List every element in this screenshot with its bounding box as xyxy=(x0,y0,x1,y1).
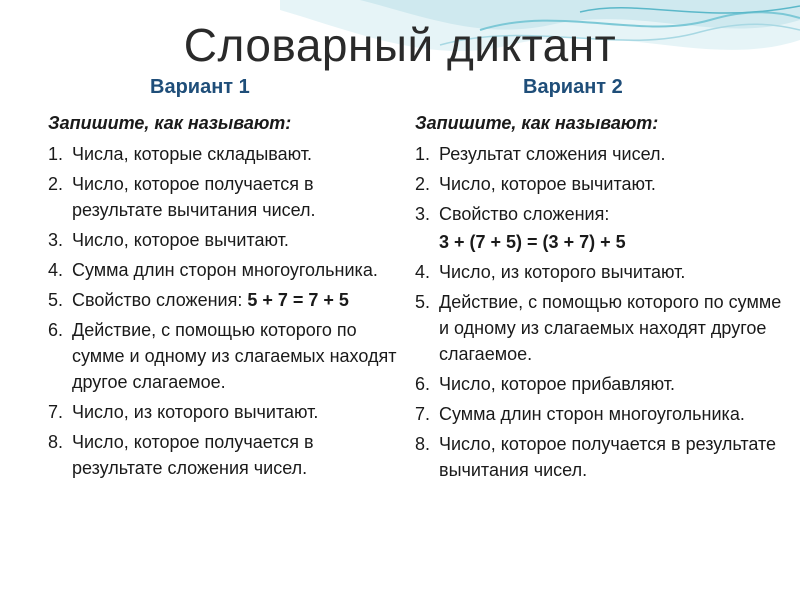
list-item xyxy=(48,171,398,223)
item-number: 6. xyxy=(48,320,64,340)
item-text: Свойство сложения: xyxy=(72,290,248,310)
item-text: Результат сложения чисел. xyxy=(439,144,666,164)
item-number: 7. xyxy=(415,404,431,424)
item-number: 6. xyxy=(415,374,431,394)
item-number: 4. xyxy=(415,262,431,282)
variant-1-heading: Вариант 1 xyxy=(150,76,250,98)
list-item xyxy=(415,371,785,397)
item-number: 3. xyxy=(415,204,431,224)
list-item xyxy=(48,141,398,167)
item-text: Число, которое получается в результате вычитания чисел. xyxy=(72,174,316,220)
list-item xyxy=(415,171,785,197)
item-text: Сумма длин сторон многоугольника. xyxy=(72,260,378,280)
item-text: Сумма длин сторон многоугольника. xyxy=(439,404,745,424)
list-item xyxy=(48,287,398,313)
item-number: 1. xyxy=(48,144,64,164)
list-item xyxy=(48,227,398,253)
list-item xyxy=(415,431,785,483)
list-item xyxy=(415,401,785,427)
variant-2-heading: Вариант 2 xyxy=(523,76,623,98)
item-text: Число, которое прибавляют. xyxy=(439,374,676,394)
item-text: Числа, которые складывают. xyxy=(72,144,313,164)
item-text: Действие, с помощью которого по сумме и одному из слагаемых находят другое слагаемое. xyxy=(72,320,397,392)
list-item xyxy=(48,429,398,481)
item-number: 2. xyxy=(48,174,64,194)
item-number: 2. xyxy=(415,174,431,194)
item-text: Число, из которого вычитают. xyxy=(72,402,319,422)
variant-1-column xyxy=(48,110,398,485)
item-number: 5. xyxy=(48,290,64,310)
variant-1-instruction: Запишите, как называют: xyxy=(48,113,292,133)
item-text: Число, которое вычитают. xyxy=(439,174,656,194)
list-item xyxy=(415,141,785,167)
item-text: Число, которое получается в результате вычитания чисел. xyxy=(439,434,777,480)
item-text: Число, из которого вычитают. xyxy=(439,262,686,282)
list-item xyxy=(415,289,785,367)
list-item xyxy=(48,317,398,395)
item-text: Действие, с помощью которого по сумме и одному из слагаемых находят другое слагаемое. xyxy=(439,292,782,364)
list-item xyxy=(415,201,785,227)
list-item xyxy=(48,399,398,425)
variant-2-column xyxy=(415,110,785,487)
item-text: Свойство сложения: xyxy=(439,204,610,224)
item-number: 1. xyxy=(415,144,431,164)
item-text: Число, которое получается в результате сложения чисел. xyxy=(72,432,314,478)
item-number: 8. xyxy=(415,434,431,454)
item-number: 4. xyxy=(48,260,64,280)
item-text: Число, которое вычитают. xyxy=(72,230,289,250)
item-formula: 3 + (7 + 5) = (3 + 7) + 5 xyxy=(439,232,626,252)
page-title: Словарный диктант xyxy=(183,19,617,71)
list-item xyxy=(415,259,785,285)
list-item xyxy=(48,257,398,283)
item-number: 8. xyxy=(48,432,64,452)
variant-2-instruction: Запишите, как называют: xyxy=(415,113,659,133)
item-number: 3. xyxy=(48,230,64,250)
item-formula: 5 + 7 = 7 + 5 xyxy=(247,290,349,310)
item-number: 5. xyxy=(415,292,431,312)
item-number: 7. xyxy=(48,402,64,422)
